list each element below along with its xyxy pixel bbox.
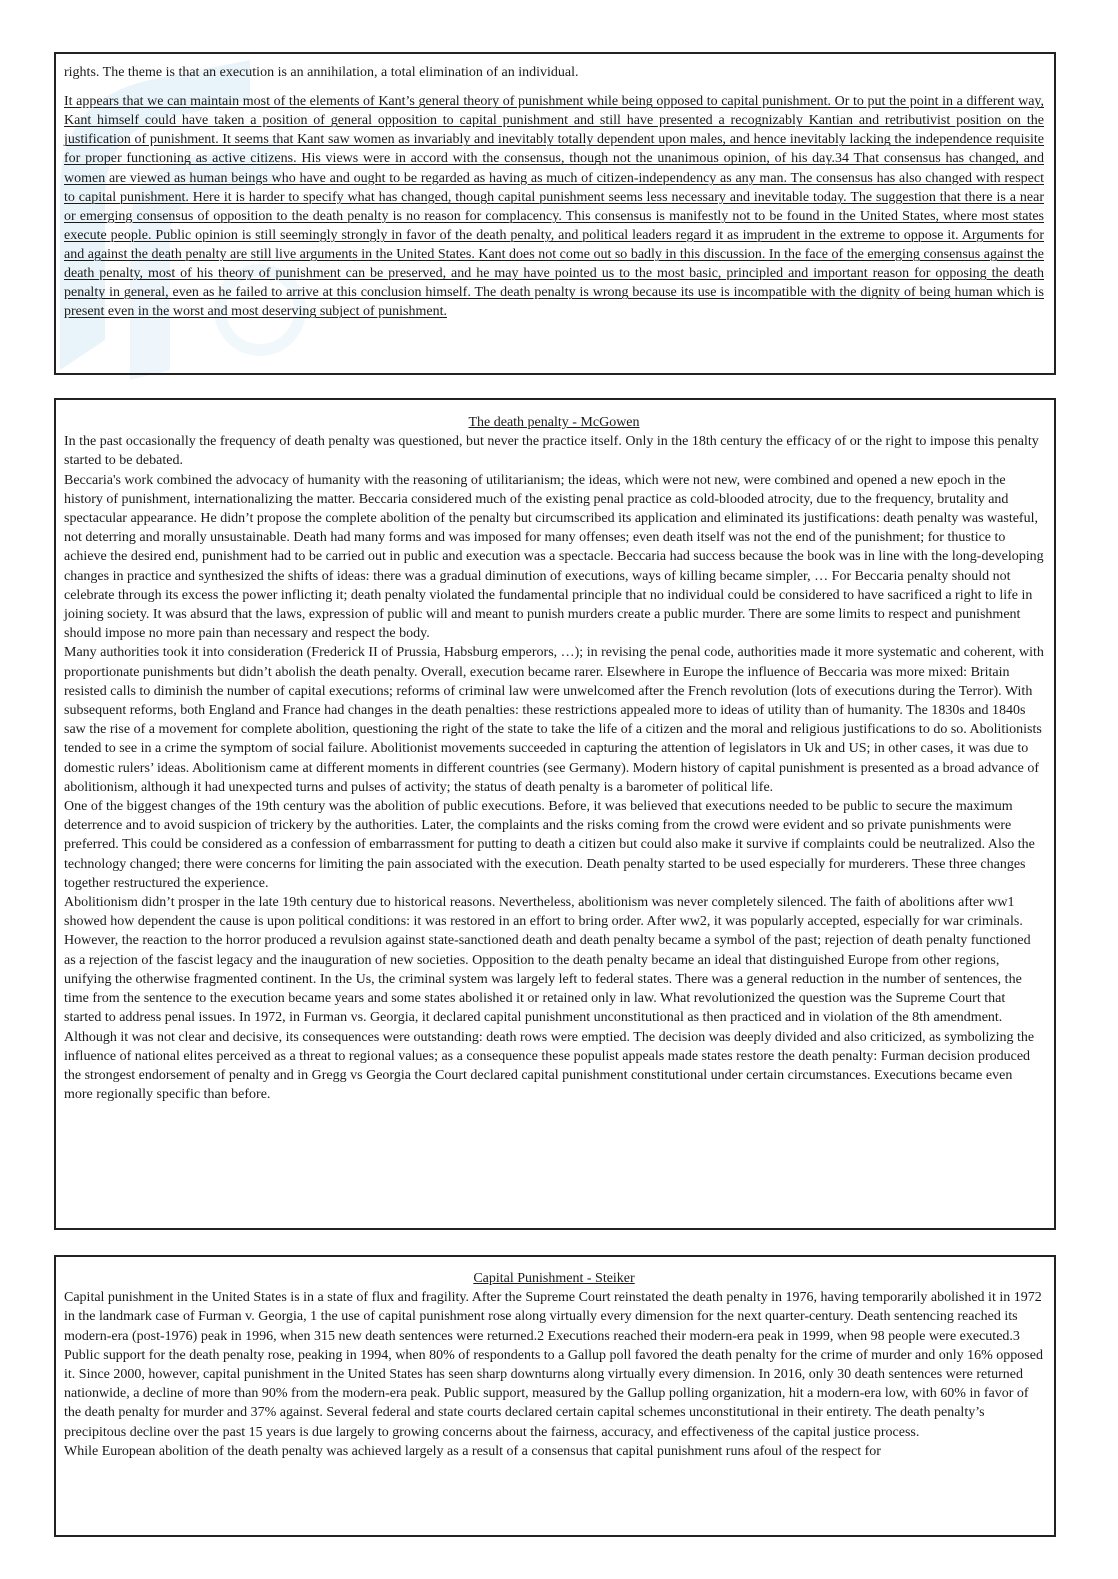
excerpt-box-mcgowen [54, 398, 1056, 1230]
section-title-mcgowen: The death penalty - McGowen [468, 415, 640, 430]
section-title-steiker: Capital Punishment - Steiker [473, 1271, 635, 1286]
paragraph: In the past occasionally the frequency of death penalty was questioned, but never the practice itself. Only in the 18th century the efficacy of or the right to impose this penalty started to be debated. [64, 434, 1039, 469]
excerpt-box-steiker [54, 1255, 1056, 1537]
box1-opening-line: rights. The theme is that an execution is an annihilation, a total elimination of an individual. [64, 65, 579, 80]
steiker-body [64, 1288, 1044, 1461]
paragraph: Beccaria's work combined the advocacy of humanity with the reasoning of utilitarianism; the ideas, which were not new, were combined and opened a new epoch in the history of punishment, internationalizing the matter. Beccaria considered much of the existing penal practice as cold-blooded atrocity, due to the frequency, brutality and spectacular appearance. He didn’t propose the complete abolition of the penalty but circumscribed its application and eliminated its justifications: death penalty was wasteful, not deterring and morally unsustainable. Death had many forms and was imposed for many offenses; even death itself was not the end of the punishment; for thustice to achieve the desired end, punishment had to be carried out in public and execution was a spectacle. Beccaria had success because the book was in line with the long-developing changes in practice and synthesized the shifts of ideas: there was a gradual diminution of executions, ways of killing became simpler, … For Beccaria penalty should not celebrate through its excess the power inflicting it; death penalty violated the fundamental principle that no individual could be considered to have sacrificed a right to life in joining society. It was absurd that the laws, expression of public will and meant to punish murders create a public murder. There are some limits to respect and punishment should impose no more pain than necessary and respect the body. [64, 472, 1044, 642]
paragraph: Abolitionism didn’t prosper in the late 19th century due to historical reasons. Nevertheless, abolitionism was never completely silenced. The faith of abolitions after ww1 showed how dependent the cause is upon political conditions: it was restored in an effort to bring order. After ww2, it was popularly accepted, especially for war criminals. However, the reaction to the horror produced a revulsion against state-sanctioned death and death penalty became a symbol of the past; rejection of death penalty functioned as a rejection of the fascist legacy and the inauguration of new societies. Opposition to the death penalty became an ideal that distinguished Europe from other regions, unifying the otherwise fragmented continent. In the Us, the criminal system was largely left to federal states. There was a general reduction in the number of sentences, the time from the sentence to the execution became years and some states abolished it or retained only in law. What revolutionized the question was the Supreme Court that started to address penal issues. In 1972, in Furman vs. Georgia, it declared capital punishment unconstitutional as then practiced and in violation of the 8th amendment. Although it was not clear and decisive, its consequences were outstanding: death rows were emptied. The decision was deeply divided and also criticized, as symbolizing the influence of national elites perceived as a threat to regional values; as a consequence these populist appeals made states restore the death penalty: Furman decision produced the strongest endorsement of penalty and in Gregg vs Georgia the Court declared capital punishment constitutional under certain circumstances. Executions became even more regionally specific than before. [64, 895, 1035, 1103]
paragraph: While European abolition of the death penalty was achieved largely as a result of a consensus that capital punishment runs afoul of the respect for [64, 1443, 881, 1459]
paragraph: One of the biggest changes of the 19th century was the abolition of public executions. Before, it was believed that executions needed to be public to secure the maximum deterrence and to avoid suspicion of trickery by the authorities. Later, the complaints and the risks coming from the crowd were evident and so private punishments were preferred. This could be considered as a confession of embarrassment for putting to death a citizen but could also make it survive if complaints could be neutralized. Also the technology changed; there were concerns for limiting the pain associated with the execution. Death penalty started to be used especially for murderers. These three changes together restructured the experience. [64, 799, 1035, 891]
paragraph: Many authorities took it into consideration (Frederick II of Prussia, Habsburg emperors, …); in revising the penal code, authorities made it more systematic and coherent, with proportionate punishments but didn’t abolish the death penalty. Overall, execution became rarer. Elsewhere in Europe the influence of Beccaria was more mixed: Britain resisted calls to diminish the number of capital executions; reforms of criminal law were unwelcomed after the French revolution (lots of executions during the Terror). With subsequent reforms, both England and France had changes in the death penalties: these restrictions appealed more to ideas of utility than of humanity. The 1830s and 1840s saw the rise of a movement for complete abolition, questioning the right of the state to take the life of a citizen and the moral and religious justifications to do so. Abolitionists tended to see in a crime the symptom of social failure. Abolitionist movements succeeded in capturing the attention of legislators in Uk and US; in other cases, it was due to domestic rulers’ ideas. Abolitionism came at different moments in different countries (see Germany). Modern history of capital punishment is presented as a broad advance of abolitionism, although it had unexpected turns and pulses of activity; the status of death penalty is a barometer of political life. [64, 645, 1044, 795]
excerpt-box-kant [54, 52, 1056, 375]
paragraph: Capital punishment in the United States is in a state of flux and fragility. After the Supreme Court reinstated the death penalty in 1976, having temporarily abolished it in 1972 in the landmark case of Furman v. Georgia, 1 the use of capital punishment rose along virtually every dimension for the next quarter-century. Death sentencing reached its modern-era (post-1976) peak in 1996, when 315 new death sentences were returned.2 Executions reached their modern-era peak in 1999, when 98 people were executed.3 Public support for the death penalty rose, peaking in 1994, when 80% of respondents to a Gallup poll favored the death penalty for the crime of murder and only 16% opposed it. Since 2000, however, capital punishment in the United States has seen sharp downturns along virtually every dimension. In 2016, only 30 death sentences were returned nationwide, a decline of more than 90% from the modern-era peak. Public support, measured by the Gallup polling organization, hit a modern-era low, with 60% in favor of the death penalty for murder and 37% against. Several federal and state courts declared certain capital schemes unconstitutional in their entirety. The death penalty’s precipitous decline over the past 15 years is due largely to growing concerns about the fairness, accuracy, and effectiveness of the capital justice process. [64, 1290, 1043, 1440]
box1-underlined-paragraph: It appears that we can maintain most of the elements of Kant’s general theory of punishment while being opposed to capital punishment. Or to put the point in a different way, Kant himself could have taken a position of general opposition to capital punishment and still have presented a recognizably Kantian and retributivist position on the justification of punishment. It seems that Kant saw women as invariably and inevitably totally dependent upon males, and hence inevitably lacking the independence requisite for proper functioning as active citizens. His views were in accord with the consensus, though not the unanimous opinion, of his day.34 That consensus has changed, and women are viewed as human beings who have and ought to be regarded as having as much of citizen-independency as any man. The consensus has also changed with respect to capital punishment. Here it is harder to specify what has changed, though capital punishment seems less necessary and inevitable today. The suggestion that there is a near or emerging consensus of opposition to the death penalty is no reason for complacency. This consensus is manifestly not to be found in the United States, where most states execute people. Public opinion is still seemingly strongly in favor of the death penalty, and political leaders regard it as imprudent in the extreme to oppose it. Arguments for and against the death penalty are still live arguments in the United States. Kant does not come out so badly in this discussion. In the face of the emerging consensus against the death penalty, most of his theory of punishment can be preserved, and he may have pointed us to the most basic, principled and important reason for opposing the death penalty in general, even as he failed to arrive at this conclusion himself. The death penalty is wrong because its use is incompatible with the dignity of being human which is present even in the worst and most deserving subject of punishment. [64, 94, 1044, 320]
mcgowen-body [64, 432, 1044, 1104]
